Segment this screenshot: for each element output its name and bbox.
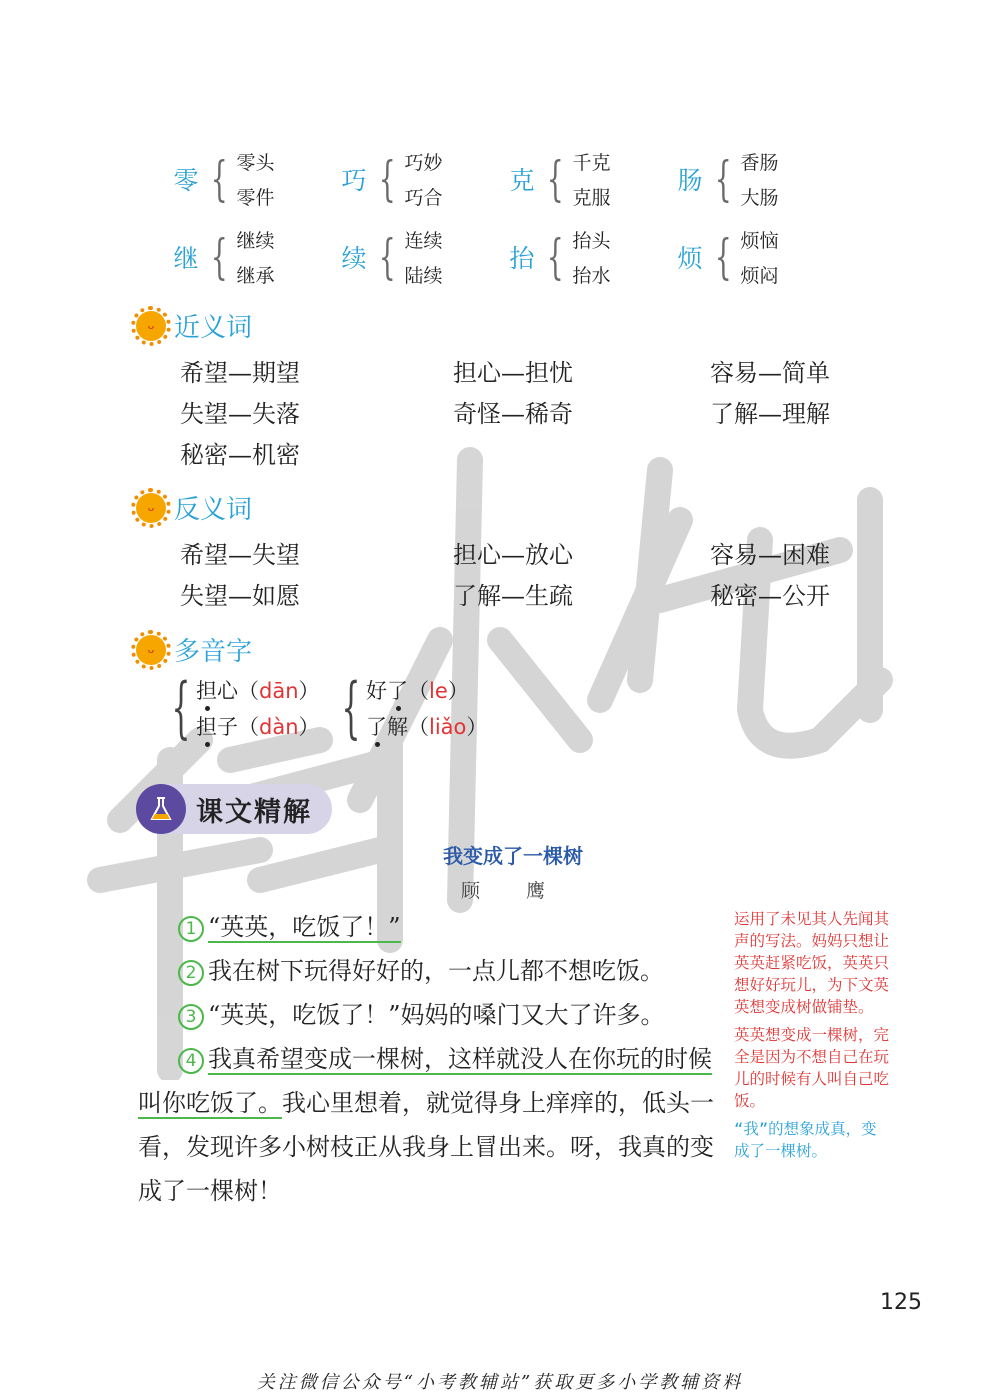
paragraph-number: 2 <box>178 960 204 986</box>
text: ） <box>298 679 320 703</box>
section-title: 反义词 <box>174 495 253 525</box>
brace: { <box>378 151 396 207</box>
text: ） <box>447 679 469 703</box>
footer-note: 关注微信公众号“小考教辅站”获取更多小学教辅资料 <box>256 1372 744 1393</box>
dotted-char: 了 <box>366 715 387 739</box>
side-notes <box>734 908 892 1162</box>
dotted-char: 担 <box>196 679 217 703</box>
group-word: 抬水 <box>572 265 611 287</box>
banner-title: 课文精解 <box>196 796 312 828</box>
pinyin: dàn <box>259 715 299 739</box>
word-group <box>338 218 506 296</box>
article-author: 顾 鹰 <box>460 880 566 902</box>
sun-icon: ᴗ <box>136 635 166 665</box>
synonym-list <box>180 350 900 473</box>
pinyin: liǎo <box>429 715 467 739</box>
text: ） <box>298 715 320 739</box>
pair-row <box>180 350 900 391</box>
pinyin: dān <box>259 679 299 703</box>
group-word: 继承 <box>236 265 275 287</box>
brace: { <box>210 229 228 285</box>
brace: { <box>714 151 732 207</box>
group-word: 千克 <box>572 152 611 174</box>
brace: { <box>546 229 564 285</box>
brace: { <box>714 229 732 285</box>
brace: { <box>546 151 564 207</box>
pair: 希望—期望 <box>180 359 300 387</box>
group-word: 连续 <box>404 230 443 252</box>
pair-row <box>180 391 900 432</box>
pair: 失望—如愿 <box>180 582 300 610</box>
group-char: 继 <box>173 244 199 273</box>
polyphone-line <box>196 675 320 705</box>
pair: 希望—失望 <box>180 541 300 569</box>
group-char: 巧 <box>341 166 367 195</box>
brace: { <box>171 669 191 746</box>
group-word: 抬头 <box>572 230 611 252</box>
pair: 秘密—机密 <box>180 441 300 469</box>
brace: { <box>210 151 228 207</box>
paragraph-text: 我心里想着，就觉得身上痒痒的，低头一看，发现许多小树枝正从我身上冒出来。呀，我真的变成了一棵树！ <box>138 1089 714 1205</box>
annotation: 英英想变成一棵树，完全是因为不想自己在玩儿的时候有人叫自己吃饭。 <box>734 1026 890 1110</box>
brace: { <box>341 669 361 746</box>
pair: 了解—理解 <box>710 400 830 428</box>
underlined-text: 我真希望变成一棵树，这样就没人在你玩的时候叫你吃饭了。 <box>138 1045 712 1117</box>
brace: { <box>378 229 396 285</box>
paragraph-text: “英英，吃饭了！” <box>208 913 401 941</box>
group-word: 克服 <box>572 187 611 209</box>
paragraph-text: 我在树下玩得好好的，一点儿都不想吃饭。 <box>208 957 664 985</box>
annotation: “我”的想象成真，变成了一棵树。 <box>734 1120 877 1160</box>
pair: 容易—困难 <box>710 541 830 569</box>
dotted-char: 担 <box>196 715 217 739</box>
paragraph-number: 4 <box>178 1048 204 1074</box>
paragraph <box>138 905 720 949</box>
pinyin: le <box>429 679 448 703</box>
group-char: 肠 <box>677 166 703 195</box>
pair: 了解—生疏 <box>453 582 573 610</box>
paragraph <box>138 949 720 993</box>
section-title: 近义词 <box>174 313 253 343</box>
paragraph-number: 3 <box>178 1004 204 1030</box>
word-group <box>674 218 842 296</box>
word-group <box>506 218 674 296</box>
word-groups <box>170 140 870 296</box>
page-number: 125 <box>880 1290 922 1315</box>
polyphone-line <box>366 711 487 741</box>
group-word: 陆续 <box>404 265 443 287</box>
word-group <box>170 140 338 218</box>
section-antonyms-header <box>136 489 252 526</box>
word-group-row <box>170 140 870 218</box>
flask-icon <box>136 784 186 834</box>
sun-icon: ᴗ <box>136 311 166 341</box>
annotation: 运用了未见其人先闻其声的写法。妈妈只想让英英赶紧吃饭，英英只想好好玩儿，为下文英英想变成树做铺垫。 <box>734 910 890 1016</box>
section-synonyms-header <box>136 307 252 344</box>
pair: 失望—失落 <box>180 400 300 428</box>
pair: 秘密—公开 <box>710 582 830 610</box>
group-word: 零头 <box>236 152 275 174</box>
group-word: 继续 <box>236 230 275 252</box>
group-word: 大肠 <box>740 187 779 209</box>
text: 解（ <box>387 715 429 739</box>
pair-row <box>180 573 900 614</box>
word-group <box>674 140 842 218</box>
article-body <box>138 905 720 1213</box>
polyphone-line <box>196 711 320 741</box>
word-group <box>338 140 506 218</box>
group-char: 抬 <box>509 244 535 273</box>
dotted-char: 了 <box>387 679 408 703</box>
group-char: 续 <box>341 244 367 273</box>
section-polyphones-header <box>136 631 252 668</box>
pair: 担心—担忧 <box>453 359 573 387</box>
text: ） <box>466 715 488 739</box>
pair: 容易—简单 <box>710 359 830 387</box>
group-char: 克 <box>509 166 535 195</box>
paragraph-text: “英英，吃饭了！”妈妈的嗓门又大了许多。 <box>208 1001 665 1029</box>
text: （ <box>408 679 429 703</box>
pair: 奇怪—稀奇 <box>453 400 573 428</box>
antonym-list <box>180 532 900 614</box>
group-word: 烦闷 <box>740 265 779 287</box>
polyphone-group <box>160 669 320 746</box>
group-word: 巧合 <box>404 187 443 209</box>
article-title: 我变成了一棵树 <box>443 844 583 868</box>
text: 好 <box>366 679 387 703</box>
pair-row <box>180 432 900 473</box>
pair-row <box>180 532 900 573</box>
lesson-banner <box>136 784 332 834</box>
paragraph-number: 1 <box>178 916 204 942</box>
group-word: 零件 <box>236 187 275 209</box>
group-word: 香肠 <box>740 152 779 174</box>
group-char: 零 <box>173 166 199 195</box>
word-group <box>506 140 674 218</box>
word-group <box>170 218 338 296</box>
group-char: 烦 <box>677 244 703 273</box>
text: 子（ <box>217 715 259 739</box>
text: 心（ <box>217 679 259 703</box>
polyphone-group <box>330 669 488 746</box>
section-title: 多音字 <box>174 637 253 667</box>
word-group-row <box>170 218 870 296</box>
polyphone-line <box>366 675 487 705</box>
sun-icon: ᴗ <box>136 493 166 523</box>
paragraph <box>138 993 720 1037</box>
pair: 担心—放心 <box>453 541 573 569</box>
paragraph <box>138 1037 720 1213</box>
group-word: 巧妙 <box>404 152 443 174</box>
group-word: 烦恼 <box>740 230 779 252</box>
